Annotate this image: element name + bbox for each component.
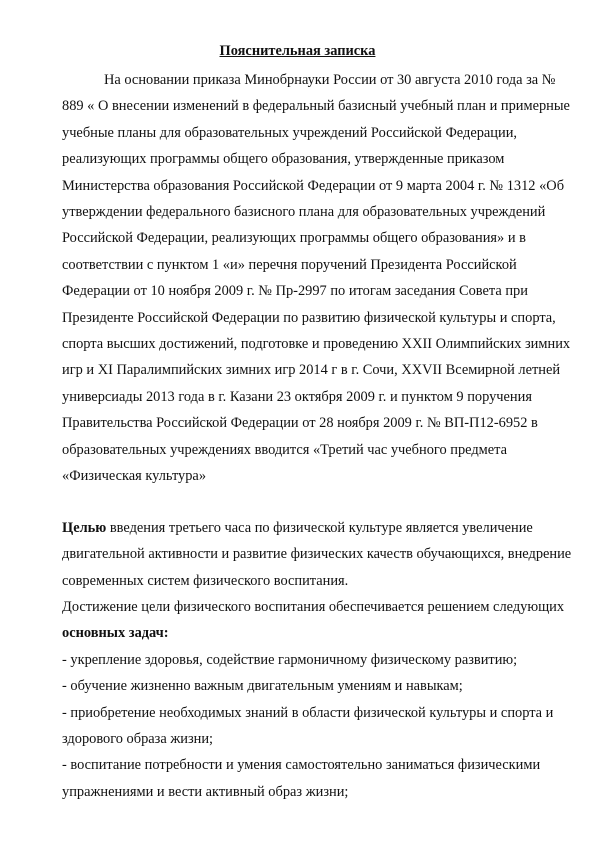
paragraph-line: универсиады 2013 года в г. Казани 23 октября 2009 г. и пунктом 9 поручения: [62, 389, 532, 405]
task-item: - воспитание потребности и умения самостоятельно заниматься физическими: [62, 757, 541, 773]
task-item-continuation: здорового образа жизни;: [62, 731, 214, 747]
paragraph-line: современных систем физического воспитания.: [62, 573, 349, 589]
paragraph-line: образовательных учреждениях вводится «Третий час учебного предмета: [62, 442, 507, 458]
paragraph-line: Федерации от 10 ноября 2009 г. № Пр-2997 по итогам заседания Совета при: [62, 283, 528, 299]
task-item: - укрепление здоровья, содействие гармоничному физическому развитию;: [62, 652, 518, 668]
paragraph-line: спорта высших достижений, подготовке и проведению XXII Олимпийских зимних: [62, 336, 571, 352]
paragraph-line: соответствии с пунктом 1 «и» перечня поручений Президента Российской: [62, 257, 517, 273]
paragraph-line: Президенте Российской Федерации по развитию физической культуры и спорта,: [62, 310, 556, 326]
goal-line: [62, 519, 533, 537]
task-item: - приобретение необходимых знаний в области физической культуры и спорта и: [62, 705, 554, 721]
goal-lead-word: Целью: [62, 520, 107, 536]
paragraph-line: «Физическая культура»: [62, 468, 207, 484]
paragraph-line: Достижение цели физического воспитания обеспечивается решением следующих: [62, 599, 565, 615]
paragraph-line: утверждении федерального базисного плана для образовательных учреждений: [62, 204, 546, 220]
document-title: Пояснительная записка: [219, 43, 376, 59]
task-item: - обучение жизненно важным двигательным умениям и навыкам;: [62, 678, 463, 694]
paragraph-line: двигательной активности и развитие физических качеств обучающихся, внедрение: [62, 546, 572, 562]
paragraph-line: Российской Федерации, реализующих программы общего образования» и в: [62, 230, 526, 246]
task-item-continuation: упражнениями и вести активный образ жизни;: [62, 784, 349, 800]
goal-text: введения третьего часа по физической культуре является увеличение: [106, 520, 533, 536]
paragraph-line: учебные планы для образовательных учреждений Российской Федерации,: [62, 125, 517, 141]
paragraph-line: Правительства Российской Федерации от 28 ноября 2009 г. № ВП-П12-6952 в: [62, 415, 538, 431]
paragraph-line: игр и XI Паралимпийских зимних игр 2014 г в г. Сочи, XXVII Всемирной летней: [62, 362, 561, 378]
tasks-heading: основных задач:: [62, 625, 169, 641]
paragraph-line: реализующих программы общего образования, утвержденные приказом: [62, 151, 505, 167]
paragraph-line: Министерства образования Российской Федерации от 9 марта 2004 г. № 1312 «Об: [62, 178, 565, 194]
paragraph-line: 889 « О внесении изменений в федеральный базисный учебный план и примерные: [62, 98, 570, 114]
paragraph-line: На основании приказа Минобрнауки России от 30 августа 2010 года за №: [104, 72, 556, 88]
